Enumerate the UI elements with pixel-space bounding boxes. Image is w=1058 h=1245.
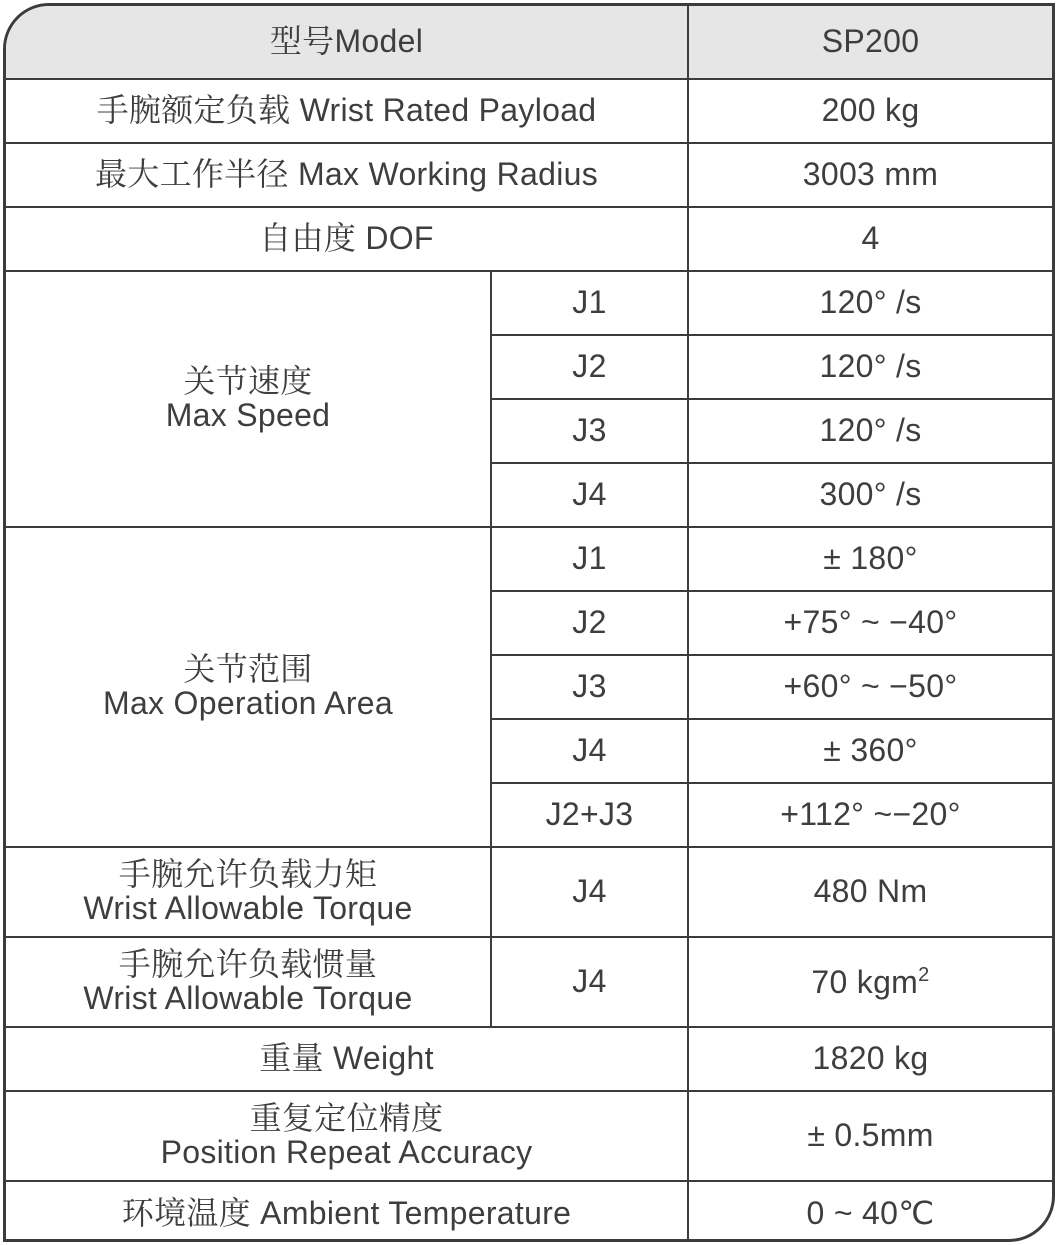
temperature-row bbox=[6, 1181, 1052, 1242]
weight-row bbox=[6, 1027, 1052, 1091]
area-joint: J2 bbox=[491, 591, 688, 655]
speed-joint: J2 bbox=[491, 335, 688, 399]
repeat-label-en: Position Repeat Accuracy bbox=[160, 1134, 533, 1170]
speed-value: 120° /s bbox=[688, 335, 1052, 399]
area-joint: J4 bbox=[491, 719, 688, 783]
area-joint: J2+J3 bbox=[491, 783, 688, 847]
area-joint: J1 bbox=[491, 527, 688, 591]
area-value: ± 180° bbox=[688, 527, 1052, 591]
inertia-label-en: Wrist Allowable Torque bbox=[83, 980, 413, 1016]
radius-value: 3003 mm bbox=[688, 143, 1052, 207]
spec-table-frame bbox=[3, 3, 1055, 1242]
speed-label-en: Max Speed bbox=[165, 397, 331, 433]
speed-joint: J4 bbox=[491, 463, 688, 527]
area-value: +75° ~ −40° bbox=[688, 591, 1052, 655]
repeat-label-cn: 重复定位精度 bbox=[249, 1100, 444, 1137]
inertia-row bbox=[6, 937, 1052, 1027]
area-label-cn: 关节范围 bbox=[183, 651, 313, 688]
area-label bbox=[6, 527, 491, 847]
torque-label bbox=[6, 847, 491, 937]
header-row bbox=[6, 6, 1052, 79]
area-row bbox=[6, 527, 1052, 591]
inertia-joint: J4 bbox=[491, 937, 688, 1027]
area-label-en: Max Operation Area bbox=[103, 685, 393, 721]
area-value: +112° ~−20° bbox=[688, 783, 1052, 847]
dof-value: 4 bbox=[688, 207, 1052, 271]
inertia-value-text: 70 kgm bbox=[811, 963, 919, 1000]
inertia-label bbox=[6, 937, 491, 1027]
payload-value: 200 kg bbox=[688, 79, 1052, 143]
inertia-value bbox=[688, 937, 1052, 1027]
inertia-label-cn: 手腕允许负载惯量 bbox=[118, 946, 378, 983]
weight-value: 1820 kg bbox=[688, 1027, 1052, 1091]
inertia-value-exponent: 2 bbox=[918, 963, 930, 986]
area-joint: J3 bbox=[491, 655, 688, 719]
area-value: +60° ~ −50° bbox=[688, 655, 1052, 719]
repeat-value: ± 0.5mm bbox=[688, 1091, 1052, 1181]
speed-joint: J3 bbox=[491, 399, 688, 463]
speed-value: 120° /s bbox=[688, 399, 1052, 463]
repeat-row bbox=[6, 1091, 1052, 1181]
payload-row bbox=[6, 79, 1052, 143]
speed-value: 300° /s bbox=[688, 463, 1052, 527]
area-value: ± 360° bbox=[688, 719, 1052, 783]
speed-row bbox=[6, 271, 1052, 335]
torque-row bbox=[6, 847, 1052, 937]
temperature-label: 环境温度 Ambient Temperature bbox=[6, 1181, 688, 1242]
speed-label-cn: 关节速度 bbox=[183, 363, 313, 400]
header-label: 型号Model bbox=[6, 6, 688, 79]
torque-label-en: Wrist Allowable Torque bbox=[83, 890, 413, 926]
header-value: SP200 bbox=[688, 6, 1052, 79]
torque-value: 480 Nm bbox=[688, 847, 1052, 937]
torque-joint: J4 bbox=[491, 847, 688, 937]
speed-value: 120° /s bbox=[688, 271, 1052, 335]
spec-table bbox=[6, 6, 1052, 1242]
torque-label-cn: 手腕允许负载力矩 bbox=[118, 856, 378, 893]
dof-label: 自由度 DOF bbox=[6, 207, 688, 271]
dof-row bbox=[6, 207, 1052, 271]
radius-label: 最大工作半径 Max Working Radius bbox=[6, 143, 688, 207]
payload-label: 手腕额定负载 Wrist Rated Payload bbox=[6, 79, 688, 143]
speed-joint: J1 bbox=[491, 271, 688, 335]
speed-label bbox=[6, 271, 491, 527]
weight-label: 重量 Weight bbox=[6, 1027, 688, 1091]
repeat-label bbox=[6, 1091, 688, 1181]
temperature-value: 0 ~ 40℃ bbox=[688, 1181, 1052, 1242]
radius-row bbox=[6, 143, 1052, 207]
